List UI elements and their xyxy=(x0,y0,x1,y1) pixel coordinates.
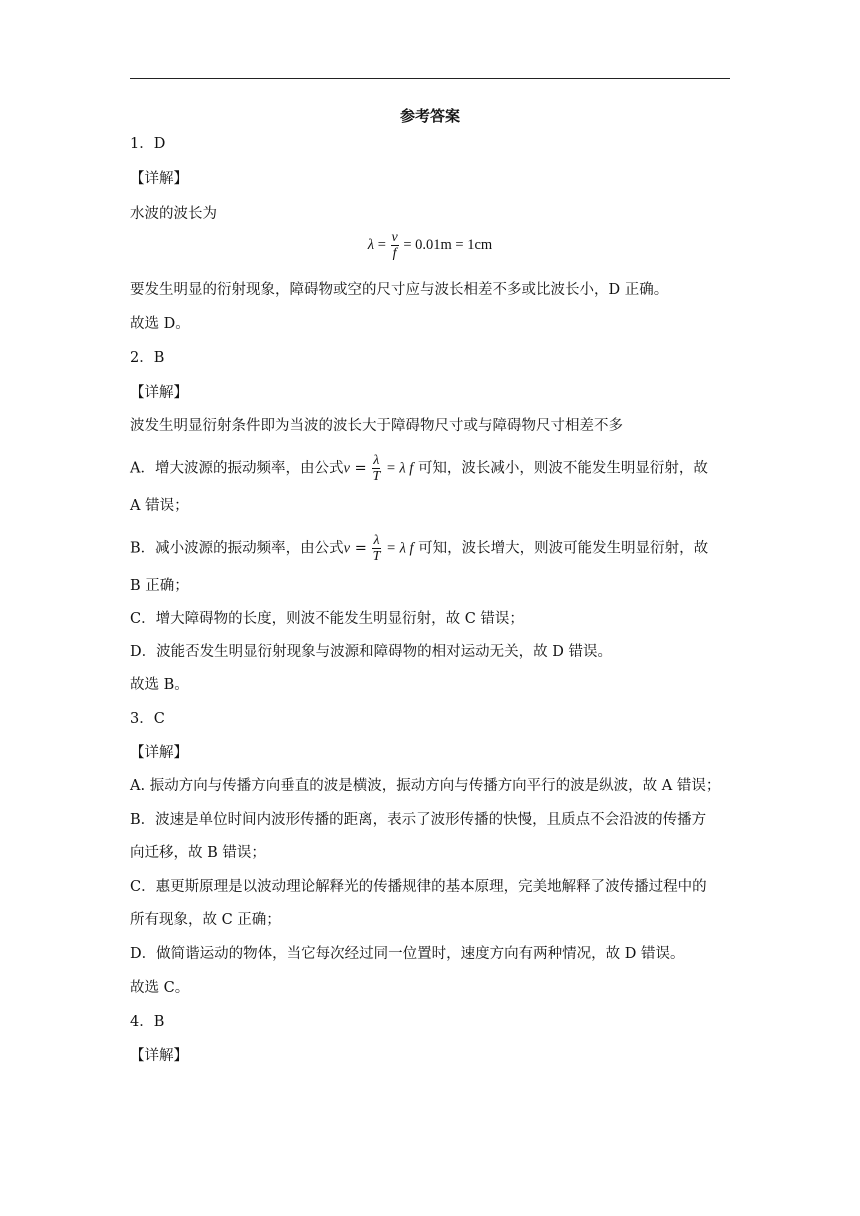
q2-option-a: A．增大波源的振动频率，由公式v = $\frac{\lambda}{T}$ = λ f 可知，波长减小，则波不能发生明显衍射，故 xyxy=(130,453,708,484)
q2-option-d: D．波能否发生明显衍射现象与波源和障碍物的相对运动无关，故 D 错误。 xyxy=(130,644,612,660)
q2-detail-label: 【详解】 xyxy=(130,385,188,401)
header-rule xyxy=(130,78,730,79)
q1-conclusion: 故选 D。 xyxy=(130,316,190,332)
q3-conclusion: 故选 C。 xyxy=(130,980,190,996)
q3-option-c-2: 所有现象，故 C 正确； xyxy=(130,912,281,928)
q2-option-a-cont: A 错误； xyxy=(130,498,189,514)
q1-text-1: 水波的波长为 xyxy=(130,206,217,222)
q3-option-d: D．做简谐运动的物体，当它每次经过同一位置时，速度方向有两种情况，故 D 错误。 xyxy=(130,946,685,962)
q3-option-b-2: 向迁移，故 B 错误； xyxy=(130,845,266,861)
q3-detail-label: 【详解】 xyxy=(130,745,188,761)
q1-detail-label: 【详解】 xyxy=(130,171,188,187)
q2-answer: 2．B xyxy=(130,350,165,366)
q2-conclusion: 故选 B。 xyxy=(130,677,189,693)
q3-answer: 3．C xyxy=(130,711,165,727)
q2-text-1: 波发生明显衍射条件即为当波的波长大于障碍物尺寸或与障碍物尺寸相差不多 xyxy=(130,418,623,434)
q1-text-2: 要发生明显的衍射现象，障碍物或空的尺寸应与波长相差不多或比波长小，D 正确。 xyxy=(130,282,669,298)
q4-answer: 4．B xyxy=(130,1014,165,1030)
q3-option-a: A. 振动方向与传播方向垂直的波是横波，振动方向与传播方向平行的波是纵波，故 A 错误； xyxy=(130,778,721,794)
q2-option-b: B．减小波源的振动频率，由公式v = $\frac{\lambda}{T}$ = λ f 可知，波长增大，则波可能发生明显衍射，故 xyxy=(130,533,709,564)
q1-equation: λ = $\frac{v}{f}$ = 0.01m = 1cm xyxy=(367,230,493,261)
q2-option-b-cont: B 正确； xyxy=(130,578,189,594)
page-title: 参考答案 xyxy=(399,107,460,125)
q4-detail-label: 【详解】 xyxy=(130,1048,188,1064)
q2-option-c: C．增大障碍物的长度，则波不能发生明显衍射，故 C 错误； xyxy=(130,611,524,627)
q3-option-b-1: B．波速是单位时间内波形传播的距离，表示了波形传播的快慢，且质点不会沿波的传播方 xyxy=(130,812,707,828)
q3-option-c-1: C．惠更斯原理是以波动理论解释光的传播规律的基本原理，完美地解释了波传播过程中的 xyxy=(130,879,707,895)
q1-answer: 1．D xyxy=(130,136,166,152)
